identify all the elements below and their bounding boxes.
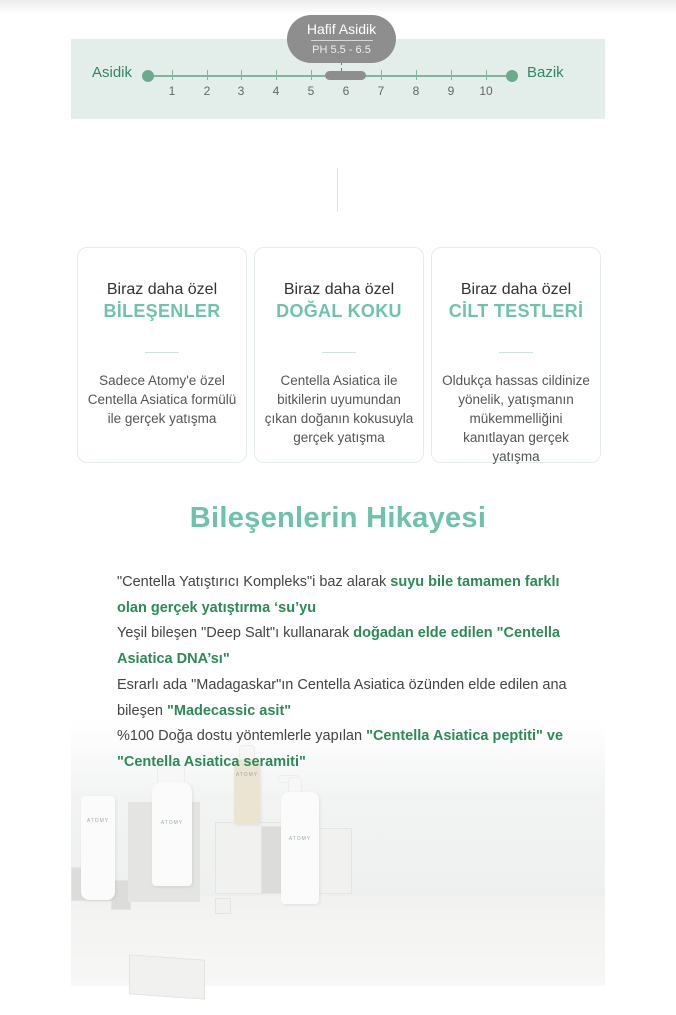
ph-highlight-title: Hafif Asidik <box>306 21 377 37</box>
card-pre-title: Biraz daha özel <box>460 281 572 298</box>
photo-floor <box>71 896 605 986</box>
card-pre-title: Biraz daha özel <box>283 281 395 298</box>
card-description: Oldukça hassas cildinize yönelik, yatışmanın mükemmelliğini kanıtlayan gerçek yatışma <box>442 373 590 464</box>
ph-basic-label: Bazik <box>527 64 564 81</box>
story-text: Esrarlı ada "Madagaskar"ın Centella Asiatica özünden elde edilen ana bileşen <box>117 676 567 719</box>
product-brand-label: ATOMY <box>86 818 110 824</box>
card-divider <box>145 352 179 353</box>
card-description: Sadece Atomy'e özel Centella Asiatica formülü ile gerçek yatışma <box>87 373 237 426</box>
ph-tick <box>241 70 242 80</box>
ph-tick-label: 1 <box>168 84 176 98</box>
ph-highlight-bubble <box>287 15 396 63</box>
story-text: %100 Doğa dostu yöntemlerle yapılan <box>117 728 367 745</box>
card-title: CİLT TESTLERİ <box>448 301 584 321</box>
ph-acidic-endpoint-dot <box>142 70 154 82</box>
bubble-divider <box>311 40 373 41</box>
ph-tick <box>276 70 277 80</box>
feature-card-natural-scent <box>254 247 424 463</box>
product-bottle <box>152 782 192 886</box>
stone-block <box>128 802 200 902</box>
ph-tick <box>416 70 417 80</box>
story-text: Yeşil bileşen "Deep Salt"ı kullanarak <box>117 625 354 642</box>
ph-acidic-label: Asidik <box>92 64 133 81</box>
stone-block-shadow <box>261 826 301 894</box>
ph-tick-label: 9 <box>447 84 455 98</box>
ph-tick-label: 6 <box>342 84 350 98</box>
stone-block <box>215 822 315 894</box>
story-paragraph <box>117 724 587 775</box>
product-brand-label: ATOMY <box>288 836 312 842</box>
pump-head <box>289 778 301 792</box>
story-highlight: "Madecassic asit" <box>166 702 292 719</box>
ph-tick-label: 10 <box>479 84 493 98</box>
pump-nozzle <box>279 776 299 782</box>
story-body <box>117 570 587 776</box>
ph-bubble-pointer <box>341 62 342 71</box>
story-highlight: doğadan elde edilen "Centella Asiatica DNA’sı" <box>117 625 560 668</box>
ph-tick-label: 5 <box>307 84 315 98</box>
ph-tick <box>451 70 452 80</box>
card-title: DOĞAL KOKU <box>276 301 402 321</box>
product-pump-bottle <box>281 792 319 904</box>
card-pre-title: Biraz daha özel <box>106 281 218 298</box>
top-shadow <box>0 0 676 14</box>
product-tube <box>81 796 115 900</box>
stone-block <box>129 954 205 999</box>
story-title: Bileşenlerin Hikayesi <box>189 502 487 534</box>
story-highlight: "Centella Asiatica peptiti" ve "Centella Asiatica seramiti" <box>117 728 564 770</box>
ph-basic-endpoint-dot <box>506 70 518 82</box>
feature-card-skin-tests <box>431 247 601 463</box>
story-text: "Centella Yatıştırıcı Kompleks"i baz alarak <box>117 574 391 590</box>
ph-tick <box>207 70 208 80</box>
ph-tick <box>172 70 173 80</box>
story-paragraph <box>117 570 587 621</box>
stone-block <box>71 867 111 901</box>
story-paragraph <box>117 673 587 724</box>
ph-tick-label: 7 <box>377 84 385 98</box>
ph-tick-label: 8 <box>412 84 420 98</box>
ph-tick-label: 2 <box>203 84 211 98</box>
card-description: Centella Asiatica ile bitkilerin uyumundan çıkan doğanın kokusuyla gerçek yatışma <box>264 373 414 445</box>
section-divider <box>337 168 338 212</box>
ph-tick <box>311 70 312 80</box>
stone-block <box>215 898 231 914</box>
card-divider <box>499 352 533 353</box>
product-brand-label: ATOMY <box>160 820 184 826</box>
ph-tick-label: 3 <box>237 84 245 98</box>
ph-range-indicator <box>325 71 366 80</box>
card-divider <box>322 352 356 353</box>
stone-block <box>111 880 131 910</box>
story-paragraph <box>117 621 587 672</box>
ph-highlight-range: PH 5.5 - 6.5 <box>312 44 371 56</box>
stone-block <box>312 828 352 894</box>
product-brand-label: ATOMY <box>235 772 259 778</box>
feature-card-ingredients <box>77 247 247 463</box>
ph-tick-label: 4 <box>272 84 280 98</box>
card-title: BİLEŞENLER <box>103 301 221 321</box>
story-highlight: suyu bile tamamen farklı olan gerçek yatıştırma ‘su’yu <box>117 574 560 616</box>
ph-tick <box>381 70 382 80</box>
ph-tick <box>486 70 487 80</box>
